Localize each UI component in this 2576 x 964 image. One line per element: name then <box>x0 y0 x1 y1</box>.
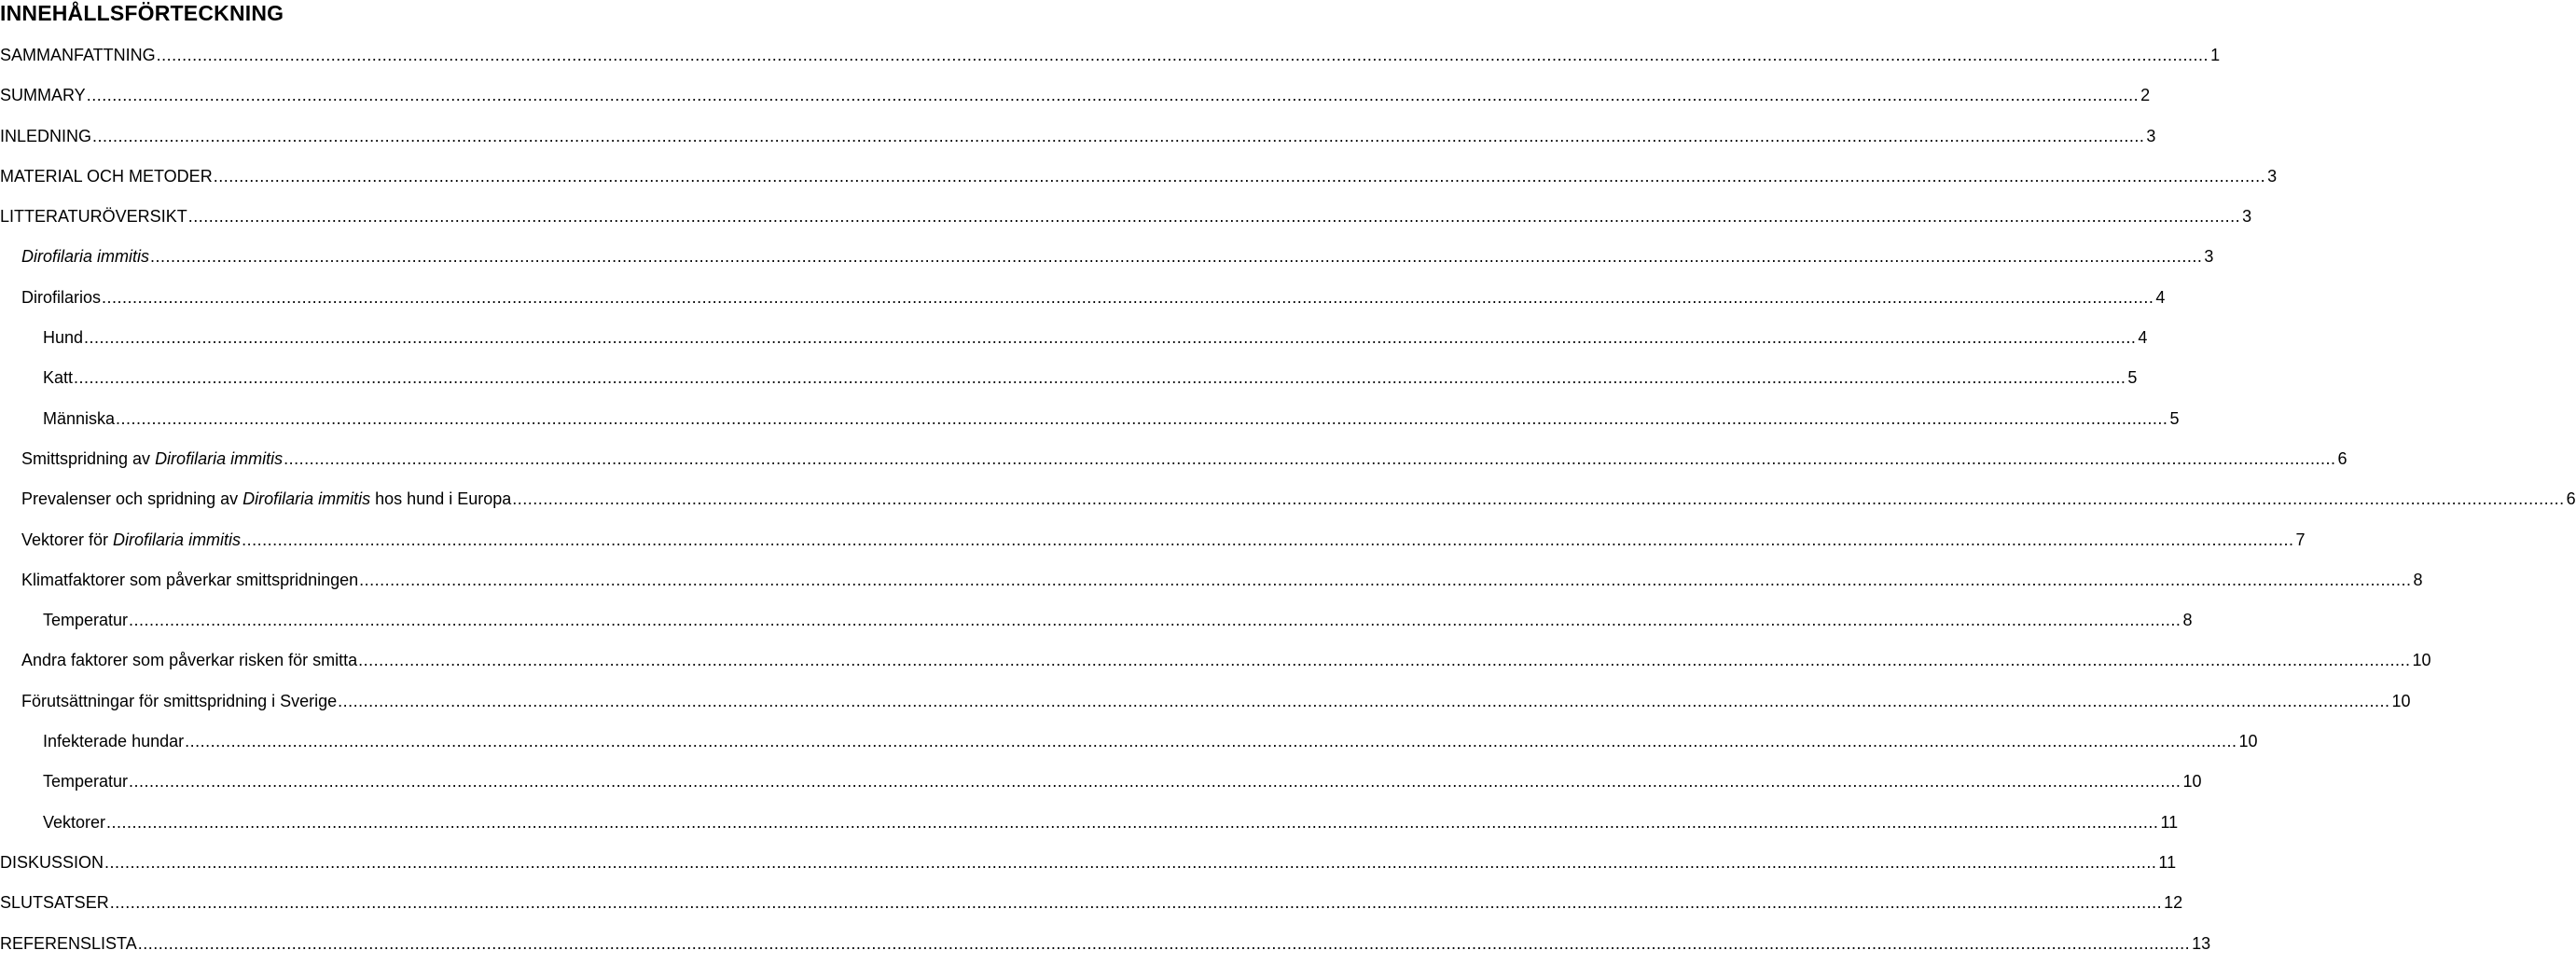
toc-entry-label <box>0 883 109 923</box>
toc-entry-label <box>0 843 104 883</box>
toc-label-part: MATERIAL OCH METODER <box>0 166 213 186</box>
toc-entry[interactable] <box>0 883 2183 923</box>
toc-dot-leader: ................................................................................................................................................................................................................................................................................................................................................................................................................ <box>284 448 2336 468</box>
toc-label-part: Vektorer för <box>21 530 114 549</box>
toc-page-number: 2 <box>2140 86 2151 105</box>
toc-dot-leader: ................................................................................................................................................................................................................................................................................................................................................................................................................ <box>129 611 2181 630</box>
toc-page-number: 10 <box>2238 732 2258 751</box>
toc-entry-label <box>43 722 184 762</box>
toc-entry[interactable] <box>0 117 2156 157</box>
toc-entry-label <box>21 278 101 318</box>
toc-dot-leader: ................................................................................................................................................................................................................................................................................................................................................................................................................ <box>358 651 2411 670</box>
toc-dot-leader: ................................................................................................................................................................................................................................................................................................................................................................................................................ <box>338 691 2390 710</box>
toc-dot-leader: ................................................................................................................................................................................................................................................................................................................................................................................................................ <box>156 46 2209 64</box>
toc-dot-leader: ................................................................................................................................................................................................................................................................................................................................................................................................................ <box>242 530 2294 549</box>
page-title: INNEHÅLLSFÖRTECKNING <box>0 1 284 25</box>
toc-dot-leader: ................................................................................................................................................................................................................................................................................................................................................................................................................ <box>109 893 2163 913</box>
toc-entry[interactable] <box>0 682 2411 722</box>
toc-dot-leader: ................................................................................................................................................................................................................................................................................................................................................................................................................ <box>150 247 2203 267</box>
toc-entry-label <box>43 803 105 843</box>
toc-label-part: REFERENSLISTA <box>0 933 137 953</box>
toc-page-number: 10 <box>2391 691 2411 710</box>
toc-entry[interactable] <box>0 843 2177 883</box>
toc-entry-label <box>43 600 128 640</box>
toc-entry[interactable] <box>0 439 2347 479</box>
toc-dot-leader: ................................................................................................................................................................................................................................................................................................................................................................................................................ <box>137 933 2191 953</box>
toc-entry-label <box>0 117 91 157</box>
toc-entry[interactable] <box>0 157 2278 197</box>
toc-entry[interactable] <box>0 35 2221 76</box>
toc-page-number: 5 <box>2169 408 2180 428</box>
toc-label-part: Hund <box>43 328 84 348</box>
toc-page-number: 3 <box>2242 207 2252 227</box>
toc-label-part: SLUTSATSER <box>0 893 109 913</box>
toc-label-italic-part: Dirofilaria immitis <box>242 489 371 509</box>
toc-entry-label <box>21 560 358 600</box>
toc-entry[interactable] <box>0 278 2166 318</box>
toc-dot-leader: ................................................................................................................................................................................................................................................................................................................................................................................................................ <box>512 489 2565 509</box>
toc-label-italic-part: Dirofilaria immitis <box>155 448 284 468</box>
toc-dot-leader: ................................................................................................................................................................................................................................................................................................................................................................................................................ <box>86 86 2140 105</box>
toc-entry[interactable] <box>0 803 2179 843</box>
toc-entry[interactable] <box>0 197 2252 237</box>
toc-entry[interactable] <box>0 762 2202 802</box>
toc-label-part: Klimatfaktorer som påverkar smittspridningen <box>21 570 359 589</box>
toc-dot-leader: ................................................................................................................................................................................................................................................................................................................................................................................................................ <box>104 852 2157 872</box>
toc-label-part: Förutsättningar för smittspridning i Sverige <box>21 691 338 710</box>
toc-entry-label <box>21 439 283 479</box>
toc-entry-label <box>43 318 83 358</box>
toc-label-part: Vektorer <box>43 812 106 832</box>
toc-page-number: 5 <box>2127 368 2138 388</box>
toc-entry-label <box>0 76 86 116</box>
toc-dot-leader: ................................................................................................................................................................................................................................................................................................................................................................................................................ <box>106 812 2159 832</box>
toc-entry[interactable] <box>0 399 2180 439</box>
toc-label-part: INLEDNING <box>0 126 92 145</box>
toc-page-number: 4 <box>2138 328 2148 348</box>
toc-dot-leader: ................................................................................................................................................................................................................................................................................................................................................................................................................ <box>84 328 2137 348</box>
toc-page-number: 1 <box>2210 46 2221 64</box>
toc-entry[interactable] <box>0 479 2576 519</box>
toc-label-italic-part: Dirofilaria immitis <box>21 247 150 267</box>
toc-entry[interactable] <box>0 640 2431 681</box>
toc-label-part: Smittspridning av <box>21 448 156 468</box>
toc-dot-leader: ................................................................................................................................................................................................................................................................................................................................................................................................................ <box>185 732 2237 751</box>
toc-dot-leader: ................................................................................................................................................................................................................................................................................................................................................................................................................ <box>129 772 2181 792</box>
toc-dot-leader: ................................................................................................................................................................................................................................................................................................................................................................................................................ <box>92 126 2145 145</box>
toc-label-part: Dirofilarios <box>21 287 102 307</box>
toc-label-part: Prevalenser och spridning av <box>21 489 243 509</box>
toc-entry[interactable] <box>0 520 2306 560</box>
toc-label-part: SAMMANFATTNING <box>0 46 156 64</box>
toc-dot-leader: ................................................................................................................................................................................................................................................................................................................................................................................................................ <box>74 368 2126 388</box>
toc-label-part: LITTERATURÖVERSIKT <box>0 207 187 227</box>
toc-label-part: Människa <box>43 408 116 428</box>
toc-page-number: 3 <box>2146 126 2156 145</box>
toc-page-number: 6 <box>2337 448 2347 468</box>
toc-label-part: Andra faktorer som påverkar risken för smitta <box>21 651 358 670</box>
toc-dot-leader: ................................................................................................................................................................................................................................................................................................................................................................................................................ <box>102 287 2154 307</box>
toc-entry[interactable] <box>0 600 2193 640</box>
toc-page-number: 10 <box>2412 651 2431 670</box>
toc-label-part: DISKUSSION <box>0 852 104 872</box>
toc-page-number: 8 <box>2413 570 2423 589</box>
toc-entry-label <box>0 157 213 197</box>
toc-label-part: Katt <box>43 368 74 388</box>
toc-label-part: Temperatur <box>43 611 129 630</box>
toc-entry-label <box>43 399 115 439</box>
toc-page-number: 13 <box>2192 933 2211 953</box>
table-of-contents <box>0 35 2576 964</box>
toc-dot-leader: ................................................................................................................................................................................................................................................................................................................................................................................................................ <box>187 207 2241 227</box>
toc-entry-label <box>21 237 149 277</box>
toc-page-number: 4 <box>2155 287 2166 307</box>
toc-entry-label <box>0 924 137 964</box>
toc-label-part: Infekterade hundar <box>43 732 185 751</box>
toc-dot-leader: ................................................................................................................................................................................................................................................................................................................................................................................................................ <box>359 570 2412 589</box>
toc-label-part: SUMMARY <box>0 86 86 105</box>
toc-label-italic-part: Dirofilaria immitis <box>113 530 242 549</box>
toc-page-number: 11 <box>2158 852 2177 872</box>
toc-entry-label <box>21 479 511 519</box>
toc-page-number: 12 <box>2164 893 2183 913</box>
toc-entry[interactable] <box>0 76 2151 116</box>
toc-page-number: 3 <box>2204 247 2214 267</box>
toc-page-number: 11 <box>2160 812 2179 832</box>
toc-entry-label <box>43 358 73 398</box>
toc-page-number: 3 <box>2267 166 2278 186</box>
toc-entry-label <box>43 762 128 802</box>
toc-entry-label <box>21 520 241 560</box>
toc-entry[interactable] <box>0 924 2211 964</box>
toc-page-number: 8 <box>2182 611 2193 630</box>
toc-dot-leader: ................................................................................................................................................................................................................................................................................................................................................................................................................ <box>213 166 2266 186</box>
toc-entry[interactable] <box>0 318 2148 358</box>
toc-entry-label <box>0 197 187 237</box>
toc-entry-label <box>0 35 156 76</box>
toc-entry[interactable] <box>0 358 2138 398</box>
toc-dot-leader: ................................................................................................................................................................................................................................................................................................................................................................................................................ <box>116 408 2168 428</box>
toc-page-number: 7 <box>2295 530 2306 549</box>
toc-entry-label <box>21 640 357 681</box>
toc-label-part: hos hund i Europa <box>370 489 512 509</box>
toc-entry[interactable] <box>0 722 2258 762</box>
toc-entry[interactable] <box>0 237 2214 277</box>
toc-label-part: Temperatur <box>43 772 129 792</box>
toc-page-number: 10 <box>2182 772 2202 792</box>
toc-entry-label <box>21 682 337 722</box>
toc-entry[interactable] <box>0 560 2423 600</box>
toc-page-number: 6 <box>2566 489 2576 509</box>
